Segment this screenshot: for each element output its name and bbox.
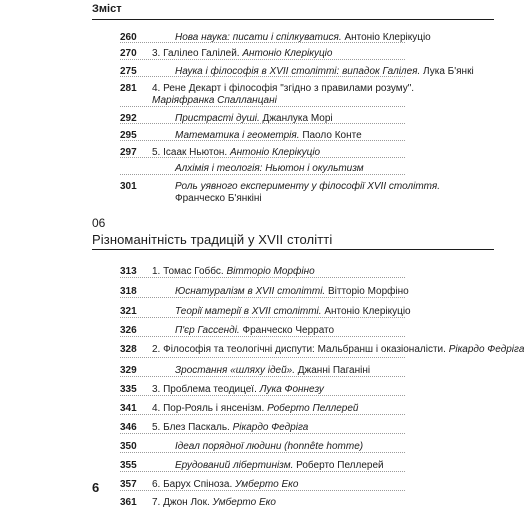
toc-page-number: 341 <box>120 403 137 414</box>
toc-entry-title <box>152 83 452 107</box>
toc-page-number: 313 <box>120 266 137 277</box>
toc-segment: 5. Ісаак Ньютон. <box>152 147 230 158</box>
toc-italic-segment: Лука Фоннезу <box>259 384 324 395</box>
toc-page-number: 350 <box>120 441 137 452</box>
toc-page-number: 335 <box>120 384 137 395</box>
toc-page-number: 357 <box>120 479 137 490</box>
toc-segment: Вітторіо Морфіно <box>327 286 409 297</box>
page-number: 6 <box>92 480 100 495</box>
toc-page-number: 260 <box>120 32 137 43</box>
toc-page-number: 275 <box>120 66 137 77</box>
dotted-separator <box>120 471 405 472</box>
toc-italic-segment: Роль уявного експерименту у філософії XVII століття. <box>175 181 440 192</box>
toc-page-number: 297 <box>120 147 137 158</box>
dotted-separator <box>120 297 405 298</box>
toc-italic-segment: Рікардо Федріга <box>232 422 309 433</box>
dotted-separator <box>120 376 405 377</box>
dotted-separator <box>120 317 405 318</box>
toc-page-number: 326 <box>120 325 137 336</box>
toc-segment: Антоніо Клерікуціо <box>324 306 411 317</box>
toc-segment: Джанлука Морі <box>262 113 333 124</box>
section-title: Різноманітність традицій у XVII столітті <box>92 232 333 247</box>
toc-page-number: 321 <box>120 306 137 317</box>
toc-italic-segment: Маріяфранка Спалланцані <box>152 95 277 106</box>
toc-italic-segment: Антоніо Клерікуціо <box>230 147 321 158</box>
toc-page-number: 318 <box>120 286 137 297</box>
toc-segment: Франческо Б'янкіні <box>175 193 262 204</box>
toc-italic-segment: Умберто Еко <box>235 479 299 490</box>
toc-page-number: 281 <box>120 83 137 94</box>
toc-segment: 3. Галілео Галілей. <box>152 48 243 59</box>
dotted-separator <box>120 395 405 396</box>
toc-segment: 5. Блез Паскаль. <box>152 422 233 433</box>
toc-italic-segment: Наука і філософія в XVII столітті: випадок Галілея. <box>175 66 424 77</box>
toc-page-number: 329 <box>120 365 137 376</box>
toc-italic-segment: Нова наука: писати і спілкуватися. <box>175 32 345 43</box>
toc-italic-segment: Зростання «шляху ідей». <box>175 365 298 376</box>
toc-entry-title <box>175 181 452 205</box>
toc-italic-segment: Роберто Пеллерей <box>267 403 359 414</box>
toc-page-number: 292 <box>120 113 137 124</box>
toc-italic-segment: Теорії матерії в XVII столітті. <box>175 306 325 317</box>
toc-italic-segment: Ідеал порядної людини (honnête homme) <box>175 441 364 452</box>
dotted-separator <box>120 277 405 278</box>
toc-italic-segment: Вітторіо Морфіно <box>226 266 315 277</box>
toc-page-number: 270 <box>120 48 137 59</box>
toc-italic-segment: Пристрасті душі. <box>175 113 263 124</box>
toc-segment: Роберто Пеллерей <box>296 460 384 471</box>
toc-italic-segment: Умберто Еко <box>212 497 276 508</box>
running-header <box>92 2 494 20</box>
toc-segment: Антоніо Клерікуціо <box>344 32 431 43</box>
dotted-separator <box>120 42 405 43</box>
toc-page-number: 301 <box>120 181 137 192</box>
dotted-separator <box>120 140 405 141</box>
toc-segment: 2. Філософія та теологічні диспути: Мальбранш і оказіоналісти. <box>152 344 449 355</box>
toc-italic-segment: Рікардо Федріга <box>448 344 524 355</box>
toc-segment: 4. Пор-Рояль і янсенізм. <box>152 403 268 414</box>
section-rule <box>92 249 494 250</box>
dotted-separator <box>120 106 405 107</box>
toc-segment: 7. Джон Лок. <box>152 497 213 508</box>
dotted-separator <box>120 452 405 453</box>
dotted-separator <box>120 174 405 175</box>
toc-italic-segment: Ерудований лібертинізм. <box>175 460 297 471</box>
toc-italic-segment: Алхімія і теологія: Ньютон і окультизм <box>175 163 364 174</box>
toc-segment: Лука Б'янкі <box>423 66 474 77</box>
dotted-separator <box>120 123 405 124</box>
toc-page-number: 328 <box>120 344 137 355</box>
dotted-separator <box>120 433 405 434</box>
toc-italic-segment: Антоніо Клерікуціо <box>242 48 333 59</box>
toc-page-number: 361 <box>120 497 137 508</box>
dotted-separator <box>120 414 405 415</box>
toc-entry-title <box>152 344 524 356</box>
toc-segment: Джанні Паганіні <box>297 365 371 376</box>
toc-segment: 4. Рене Декарт і філософія "згідно з правилами розуму". <box>152 83 415 94</box>
dotted-separator <box>120 490 405 491</box>
toc-page-number: 346 <box>120 422 137 433</box>
section-number: 06 <box>92 216 106 230</box>
toc-segment: 3. Проблема теодицеї. <box>152 384 260 395</box>
dotted-separator <box>120 76 405 77</box>
toc-segment: Паоло Конте <box>302 130 362 141</box>
toc-italic-segment: Математика і геометрія. <box>175 130 303 141</box>
toc-page-number: 295 <box>120 130 137 141</box>
dotted-separator <box>120 357 405 358</box>
toc-italic-segment: П'єр Гассенді. <box>175 325 243 336</box>
toc-segment: 6. Барух Спіноза. <box>152 479 236 490</box>
toc-segment: Франческо Черрато <box>242 325 335 336</box>
dotted-separator <box>120 157 405 158</box>
toc-segment: 1. Томас Гоббс. <box>152 266 227 277</box>
toc-entry-title <box>152 497 276 509</box>
header-title: Зміст <box>92 3 122 15</box>
toc-italic-segment: Юснатуралізм в XVII столітті. <box>175 286 328 297</box>
dotted-separator <box>120 59 405 60</box>
dotted-separator <box>120 336 405 337</box>
toc-page-number: 355 <box>120 460 137 471</box>
